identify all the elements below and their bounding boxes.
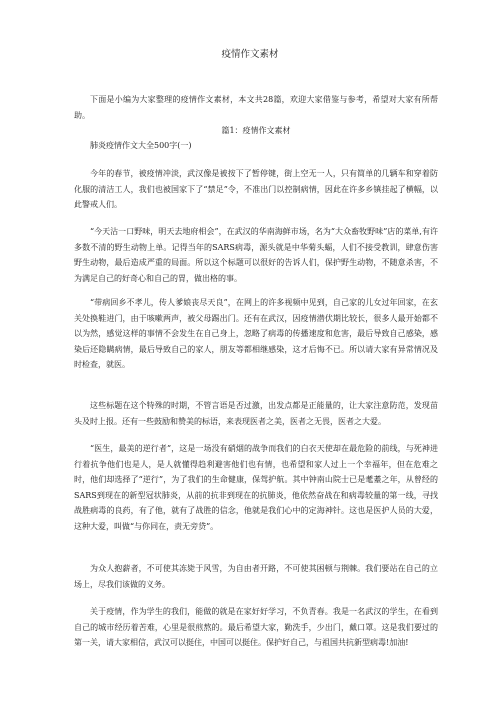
body-paragraph: 这些标题在这个特殊的时期，不管言语是否过激，出发点都是正能量的，让大家注意防范，发现苗头及时上报。还有一些鼓励和赞美的标语，来表现医者之美，医者之无畏，医者之大爱。 [74, 401, 438, 426]
document-title: 疫情作文素材 [221, 49, 279, 60]
body-paragraph: “今天沾一口野味，明天去地府相会”，在武汉的华南海鲜市场，名为“大众畜牧野味”店的菜单,有许多数不清的野生动物上单。记得当年的SARS病毒，源头就是中华菊头蝠，人们不接受教训，肆意伤害野生动物，最后造成严重的局面。所以这个标题可以很好的告诉人们，保护野生动物，不随意杀害，不为满足自己的好奇心和自己的胃，做出格的事。 [74, 227, 438, 283]
body-paragraph: 关于疫情，作为学生的我们，能做的就是在家好好学习，不负青春。我是一名武汉的学生，在看到自己的城市经历着苦难，心里是很煎熬的。最后希望大家，勤洗手，少出门，戴口罩。这是我们要过的第一关，请大家相信，武汉可以挺住，中国可以挺住。保护好自己，与祖国共抗新型病毒!加油! [74, 607, 438, 647]
body-paragraph: 今年的春节，被疫情冲淡，武汉像是被按下了暂停键，街上空无一人，只有简单的几辆车和穿着防化服的清洁工人，我们也被国家下了“禁足”令，不准出门以控制病情，因此在许多乡镇挂起了横幅，以此警戒人们。 [74, 169, 438, 209]
intro-paragraph: 下面是小编为大家整理的疫情作文素材，本文共28篇，欢迎大家借鉴与参考，希望对大家有所帮助。 [74, 95, 438, 120]
body-paragraph: “医生，最美的逆行者”，这是一场没有硝烟的战争而我们的白衣天使却在最危险的前线，与死神进行着抗争他们也是人，是人就懂得趋利避害他们也有情，也希望和家人过上一个幸福年，但在危难之时，他们却选择了“逆行”，为了我们的生命健康，保驾护航。其中钟南山院士已是耄耋之年，从曾经的SARS到现在的新型冠状肺炎，从前的抗非到现在的抗肺炎，他依然奋战在和病毒较量的第一线，寻找战胜病毒的良药，有了他，就有了战胜的信念，他就是我们心中的定海神针。这也是医护人员的大爱，这种大爱，叫做“与你同在，责无旁贷”。 [74, 444, 438, 531]
body-paragraph: 为众人抱薪者，不可使其冻毙于风雪，为自由者开路，不可使其困顿与荆棘。我们要站在自己的立场上，尽我们该做的义务。 [74, 564, 438, 589]
subheading: 肺炎疫情作文大全500字(一) [90, 141, 192, 150]
section-heading: 篇1：疫情作文素材 [221, 126, 291, 135]
body-paragraph: “带病回乡不孝儿，传人爹娘丧尽天良”，在网上的许多视频中见到，自己家的儿女过年回家，在玄关处换鞋进门，由于咳嗽两声，被父母踢出门。还有在武汉，因疫情潜伏期比较长，很多人最开始都不以为然，感觉这样的事情不会发生在自己身上，忽略了病毒的传播速度和危害，最后导致自己感染，感染后还隐瞒病情，最后导致自己的家人，朋友等都相继感染，这才后悔不已。所以请大家有异常情况及时检查，就医。 [74, 298, 438, 369]
